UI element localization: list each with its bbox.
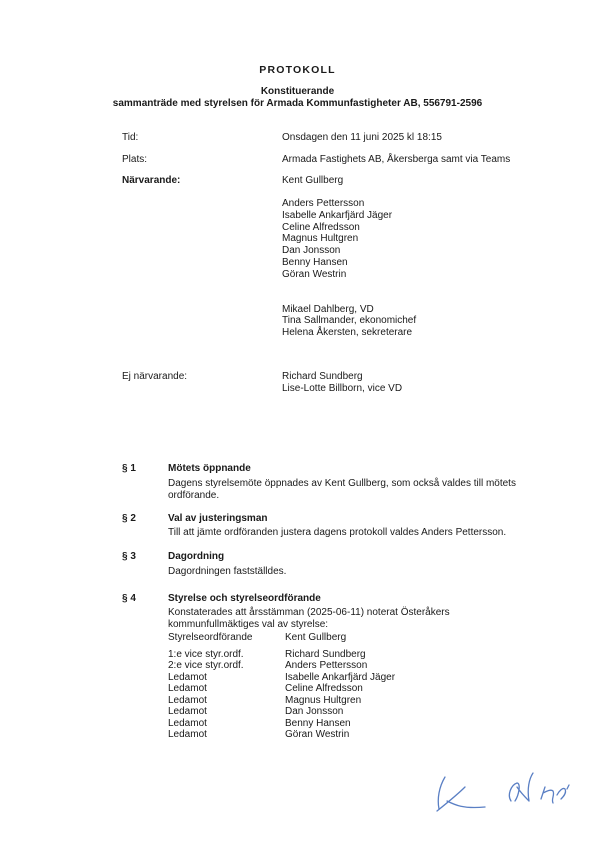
board-role: Styrelseordförande [168,632,253,643]
table-row [168,672,395,684]
board-role: Ledamot [168,729,207,740]
signature-stroke [541,785,569,803]
board-name: Richard Sundberg [285,648,366,660]
section-heading: Mötets öppnande [168,463,251,474]
present-member: Isabelle Ankarfjärd Jäger [282,210,393,222]
board-name: Kent Gullberg [285,632,347,643]
section-text: Dagordningen fastställdes. [168,566,287,577]
absent-person: Richard Sundberg [282,371,363,382]
section-number: § 2 [122,513,136,524]
present-member: Magnus Hultgren [282,233,359,245]
place-value: Armada Fastighets AB, Åkersberga samt via Teams [282,154,511,165]
board-name: Göran Westrin [285,729,350,740]
signature-stroke [509,773,533,801]
table-row [168,649,395,661]
section-heading: Val av justeringsman [168,513,268,524]
board-role: 1:e vice styr.ordf. [168,648,244,660]
present-staff: Mikael Dahlberg, VD [282,303,374,315]
present-staff: Tina Sallmander, ekonomichef [282,315,417,327]
section-number: § 3 [122,551,136,562]
table-row [168,729,395,741]
table-row [168,683,395,695]
present-member: Anders Pettersson [282,198,365,210]
place-label: Plats: [122,154,148,165]
section-number: § 4 [122,593,136,604]
board-name: Anders Pettersson [285,660,368,671]
board-role: 2:e vice styr.ordf. [168,660,244,671]
board-name: Magnus Hultgren [285,694,362,706]
board-name: Celine Alfredsson [285,683,363,694]
board-table [168,632,395,741]
present-member: Göran Westrin [282,268,347,280]
board-role: Ledamot [168,694,207,706]
section-text: Till att jämte ordföranden justera dagens protokoll valdes Anders Pettersson. [168,527,507,538]
table-row [168,632,395,644]
present-member: Celine Alfredsson [282,221,360,233]
board-role: Ledamot [168,683,207,694]
board-name: Benny Hansen [285,717,351,729]
present-label: Närvarande: [122,175,181,186]
section-text: Konstaterades att årsstämman (2025-06-11) noterat Österåkers kommunfullmäktiges val av styrelse: [168,607,450,630]
document-subtitle-2: sammanträde med styrelsen för Armada Kommunfastigheter AB, 556791-2596 [112,98,483,109]
document-subtitle-1: Konstituerande [260,86,335,97]
section-heading: Styrelse och styrelseordförande [168,593,321,604]
table-row [168,660,395,672]
present-list [282,175,416,339]
present-chair: Kent Gullberg [282,175,344,186]
document-title: PROTOKOLL [259,64,336,76]
table-row [168,695,395,707]
absent-list [282,371,402,394]
absent-person: Lise-Lotte Billborn, vice VD [282,382,403,394]
board-name: Isabelle Ankarfjärd Jäger [285,671,396,683]
section-text: Dagens styrelsemöte öppnades av Kent Gullberg, som också valdes till mötets ordförande. [168,478,516,501]
absent-label: Ej närvarande: [122,371,188,382]
section-heading: Dagordning [168,551,225,562]
section-number: § 1 [122,463,136,474]
table-row [168,718,395,730]
board-role: Ledamot [168,706,207,717]
board-role: Ledamot [168,671,207,683]
time-value: Onsdagen den 11 juni 2025 kl 18:15 [282,132,442,143]
table-row [168,706,395,718]
present-member: Dan Jonsson [282,245,341,257]
signature-initials [425,765,585,825]
present-member: Benny Hansen [282,256,348,268]
signature-stroke [437,777,485,811]
board-role: Ledamot [168,717,207,729]
board-name: Dan Jonsson [285,706,344,717]
time-label: Tid: [122,132,139,143]
present-staff: Helena Åkersten, sekreterare [282,326,413,338]
